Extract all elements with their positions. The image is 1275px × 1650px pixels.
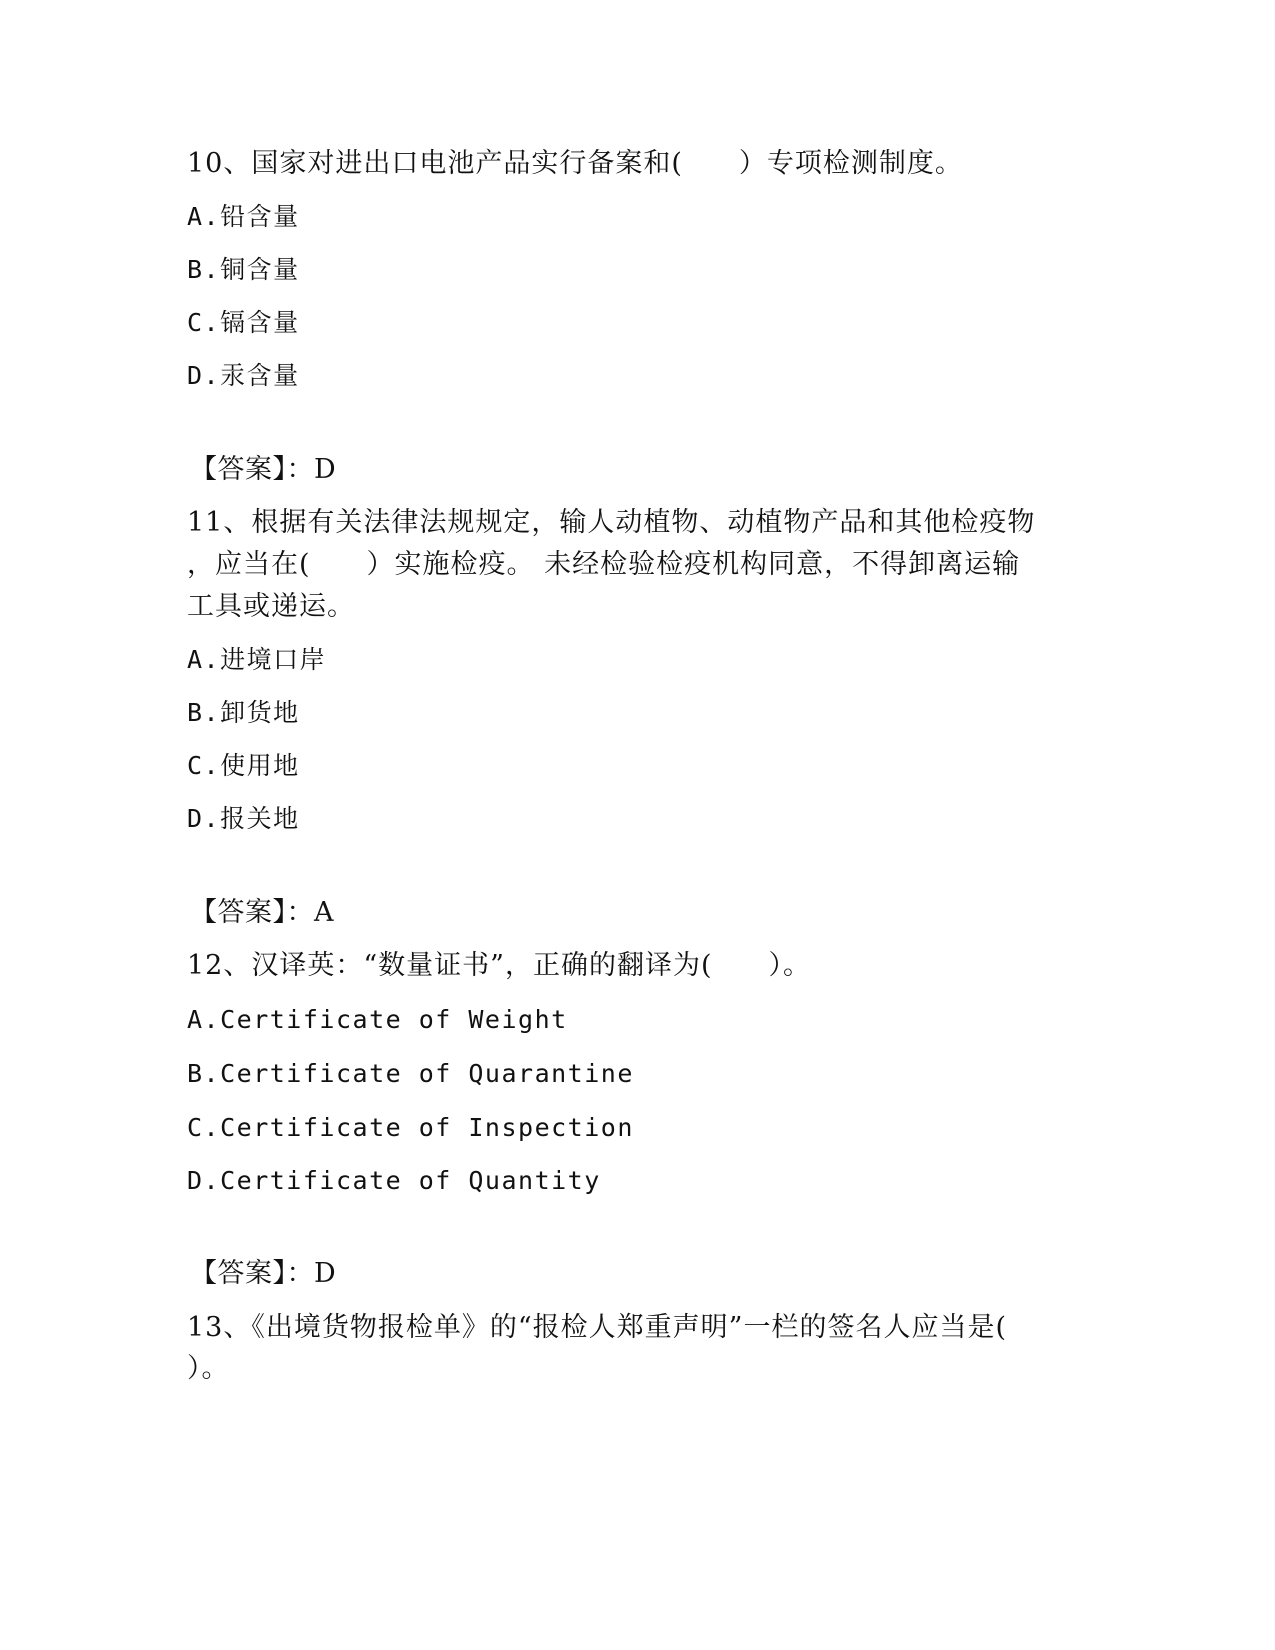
question-10-stem: 10、国家对进出口电池产品实行备案和( ）专项检测制度。 <box>187 148 963 179</box>
question-12-option-b: B.Certificate of Quarantine <box>187 1059 634 1088</box>
question-11-stem-line-3: 工具或递运。 <box>187 591 355 622</box>
question-10-answer: 【答案】：D <box>190 454 337 485</box>
question-12-option-c: C.Certificate of Inspection <box>187 1113 634 1142</box>
question-12-stem: 12、汉译英：“数量证书”，正确的翻译为( ）。 <box>187 950 811 981</box>
question-10-option-b: B.铜含量 <box>187 255 300 284</box>
question-11-option-b: B.卸货地 <box>187 698 300 727</box>
question-10-option-c: C.镉含量 <box>187 308 300 337</box>
question-13-stem-line-1: 13、《出境货物报检单》的“报检人郑重声明”一栏的签名人应当是( <box>187 1312 1007 1343</box>
question-11-stem-line-2: ，应当在( ）实施检疫。 未经检验检疫机构同意，不得卸离运输 <box>187 549 1021 580</box>
question-11-option-c: C.使用地 <box>187 751 300 780</box>
question-11-answer: 【答案】：A <box>190 897 334 928</box>
question-12-option-a: A.Certificate of Weight <box>187 1005 568 1034</box>
question-11-option-a: A.进境口岸 <box>187 645 327 674</box>
question-12-option-d: D.Certificate of Quantity <box>187 1166 601 1195</box>
question-13-stem-line-2: ）。 <box>187 1353 230 1384</box>
question-12-answer: 【答案】：D <box>190 1258 337 1289</box>
question-10-option-a: A.铅含量 <box>187 202 300 231</box>
question-11-option-d: D.报关地 <box>187 804 300 833</box>
question-11-stem-line-1: 11、根据有关法律法规规定，输人动植物、动植物产品和其他检疫物 <box>187 507 1036 538</box>
question-10-option-d: D.汞含量 <box>187 361 300 390</box>
